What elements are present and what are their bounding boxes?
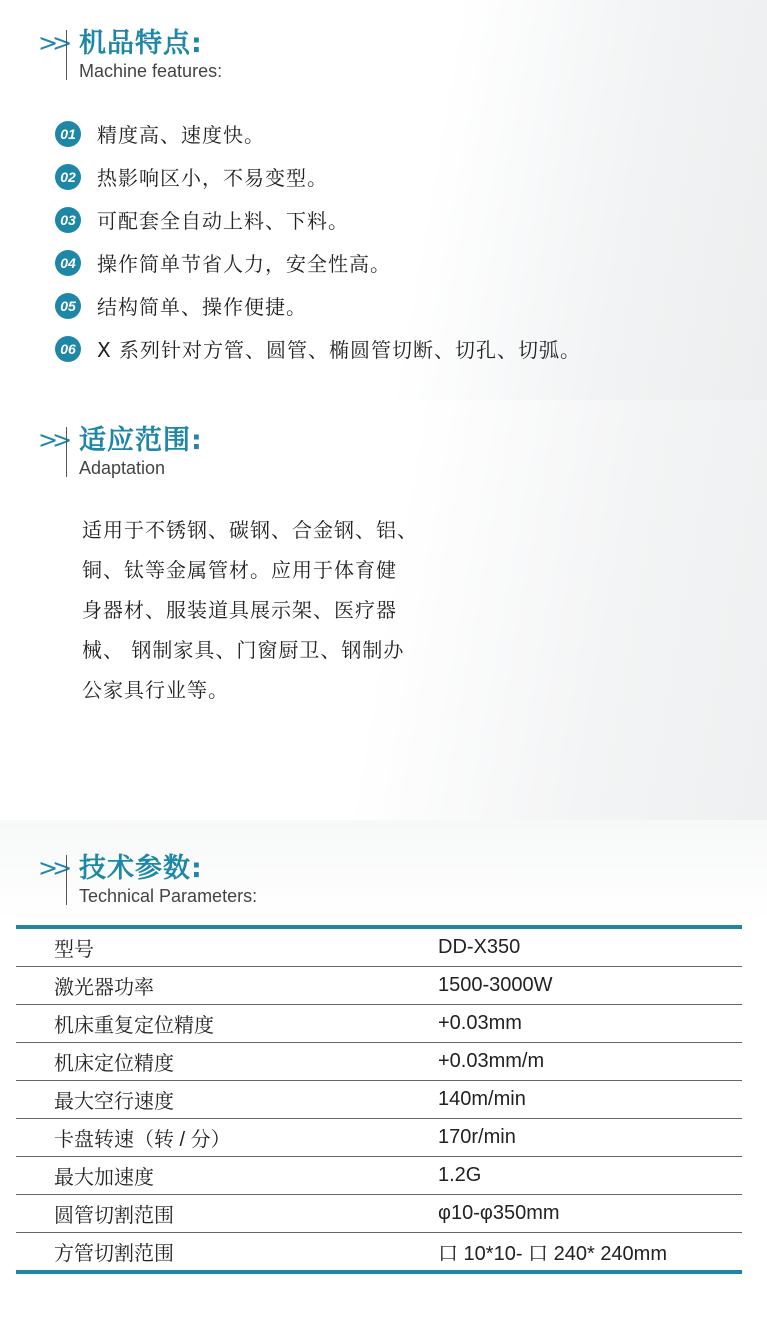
number-badge: 03 [55,207,81,233]
paragraph-line: 公家具行业等。 [82,678,229,702]
double-chevron-right-icon: >> [38,426,67,454]
params-title: 技术参数: [79,853,203,884]
table-row [16,1005,742,1043]
param-value: 170r/min [404,1119,742,1157]
param-key: 卡盘转速（转 / 分） [16,1119,404,1157]
table-row [16,927,742,967]
features-header [38,28,222,82]
header-divider [66,427,67,477]
table-row [16,1233,742,1273]
param-value: 1.2G [404,1157,742,1195]
feature-text: 可配套全自动上料、下料。 [97,209,349,233]
params-table [16,925,742,1274]
param-value: φ10-φ350mm [404,1195,742,1233]
adaptation-subtitle: Adaptation [79,458,166,478]
param-value: 140m/min [404,1081,742,1119]
param-key: 机床定位精度 [16,1043,404,1081]
adaptation-paragraph [82,510,482,710]
paragraph-line: 铜、钛等金属管材。应用于体育健 [82,558,397,582]
param-value: 1500-3000W [404,967,742,1005]
param-value: +0.03mm/m [404,1043,742,1081]
number-badge: 02 [55,164,81,190]
paragraph-line: 械、 钢制家具、门窗厨卫、钢制办 [82,638,405,662]
param-key: 激光器功率 [16,967,404,1005]
table-row [16,1119,742,1157]
param-value: DD-X350 [404,927,742,967]
param-key: 圆管切割范围 [16,1195,404,1233]
feature-text: 热影响区小，不易变型。 [97,166,328,190]
table-row [16,1043,742,1081]
paragraph-line: 适用于不锈钢、碳钢、合金钢、铝、 [82,518,418,542]
params-header [38,853,257,907]
param-key: 最大空行速度 [16,1081,404,1119]
adaptation-header [38,425,203,479]
double-chevron-right-icon: >> [38,854,67,882]
params-subtitle: Technical Parameters: [79,886,258,906]
adaptation-title: 适应范围: [79,425,203,456]
double-chevron-right-icon: >> [38,29,67,57]
paragraph-line: 身器材、服装道具展示架、医疗器 [82,598,397,622]
features-title: 机品特点: [79,28,203,59]
feature-item [55,198,581,241]
number-badge: 01 [55,121,81,147]
param-key: 机床重复定位精度 [16,1005,404,1043]
header-divider [66,855,67,905]
param-key: 最大加速度 [16,1157,404,1195]
feature-item [55,241,581,284]
param-value: +0.03mm [404,1005,742,1043]
param-value: 口 10*10- 口 240* 240mm [438,1243,668,1265]
feature-item [55,112,581,155]
param-key: 方管切割范围 [54,1243,174,1265]
number-badge: 05 [55,293,81,319]
feature-text: 操作简单节省人力，安全性高。 [97,252,391,276]
feature-text: X 系列针对方管、圆管、椭圆管切断、切孔、切弧。 [97,338,582,362]
table-row [16,967,742,1005]
number-badge: 06 [55,336,81,362]
feature-text: 精度高、速度快。 [97,123,265,147]
features-list [55,112,581,370]
feature-item [55,284,581,327]
table-row [16,1081,742,1119]
feature-item [55,327,581,370]
features-subtitle: Machine features: [79,61,223,81]
table-row [16,1195,742,1233]
param-key: 型号 [16,927,404,967]
table-row [16,1157,742,1195]
number-badge: 04 [55,250,81,276]
feature-item [55,155,581,198]
feature-text: 结构简单、操作便捷。 [97,295,307,319]
header-divider [66,30,67,80]
